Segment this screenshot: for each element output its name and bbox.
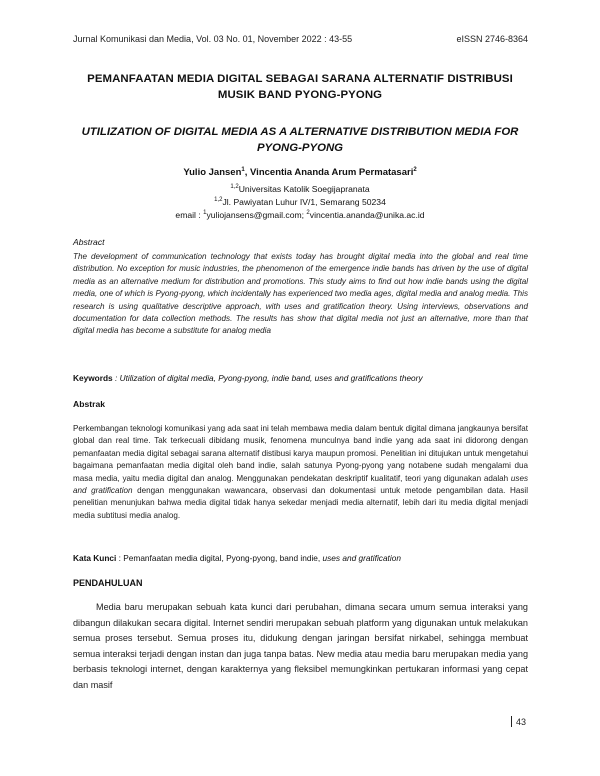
author-2: Vincentia Ananda Arum Permatasari <box>250 167 414 179</box>
abstrak-heading: Abstrak <box>73 399 105 409</box>
pendahuluan-body: Media baru merupakan sebuah kata kunci dari perubahan, dimana secara umum semua interaksi yang dibangun dilakukan secara digital. Internet sendiri merupakan sebuah platform yang digunakan untuk melakukan semua proses tersebut. Semua proses itu, didukung dengan jaringan bersifat nirkabel, sehingga membuat semua interaksi terjadi dengan instan dan juga tanpa batas. New media atau media baru merupakan media yang berbasis teknologi internet, dengan karakternya yang fleksibel memungkinkan pertukaran informasi yang cepat dan masif <box>73 602 528 690</box>
abstract-heading: Abstract <box>73 237 105 247</box>
abstrak-body-part1: Perkembangan teknologi komunikasi yang ada saat ini telah membawa media dalam bentuk digital dimana jangkaunya bersifat global dan real time. Tak terkecuali dibidang musik, fenomena munculnya band indie yang ada saat ini didorong dengan pemanfaatan media digital sebagai sarana alternatif distibusi karya maupun promosi. Penelitian ini ditujukan untuk mengetahui bagaimana pemanfaatan media digital oleh band indie, salah satunya Pyong-pyong yang notabene sudah mengalami dua masa media, yaitu media digital dan analog. Menggunakan pendekatan deskriptif kualitatif, teori yang digunakan adalah <box>73 424 528 483</box>
eissn-label: eISSN 2746-8364 <box>456 34 528 44</box>
title-indonesian-line1: PEMANFAATAN MEDIA DIGITAL SEBAGAI SARANA ALTERNATIF DISTRIBUSI <box>87 73 513 85</box>
affiliation-address-sup: 1,2 <box>214 197 223 203</box>
abstrak-body-italic: uses and gratification <box>73 473 528 496</box>
author-separator: , <box>244 167 251 179</box>
title-english-line2: PYONG-PYONG <box>256 142 344 154</box>
abstrak-body <box>73 423 528 522</box>
keywords-text: : Utilization of digital media, Pyong-pyong, indie band, uses and gratifications theory <box>112 373 423 383</box>
kata-kunci-text: : Pemanfaatan media digital, Pyong-pyong, band indie, <box>116 553 323 563</box>
affiliation-address-text: Jl. Pawiyatan Luhur IV/1, Semarang 50234 <box>222 196 386 207</box>
kata-kunci-line <box>73 553 528 563</box>
keywords-line <box>73 373 528 383</box>
running-header <box>73 34 528 44</box>
email-1: yuliojansens@gmail.com; <box>206 209 307 220</box>
keywords-label: Keywords <box>73 373 113 383</box>
abstrak-body-part2: dengan menggunakan wawancara, observasi dan dokumentasi untuk metode pengambilan data. Hasil penelitian menunjukan bahwa media digital tidak hanya sekedar menjadi media alternatif, lebih dari itu media digital menjadi media subtitusi media analog. <box>73 486 528 520</box>
title-indonesian-line2: MUSIK BAND PYONG-PYONG <box>217 89 383 101</box>
email-2: vincentia.ananda@unika.ac.id <box>309 209 425 220</box>
page-number-text: 43 <box>515 717 526 727</box>
title-english-line1: UTILIZATION OF DIGITAL MEDIA AS A ALTERNATIVE DISTRIBUTION MEDIA FOR <box>81 126 519 138</box>
title-indonesian <box>60 71 540 103</box>
footer-divider <box>511 716 512 727</box>
pendahuluan-heading: PENDAHULUAN <box>73 578 143 588</box>
author-1: Yulio Jansen <box>183 167 242 179</box>
abstract-body: The development of communication technology that exists today has brought digital media into the global and real time distribution. No exception for music industries, the phenomenon of the emergence indie bands has driven by the use of digital media as an alternative medium for distribution and promotions. This study aims to find out how indie bands using the digital media, one of which is Pyong-pyong, which incidentally has experienced two media ages, digital media and analog media. This research is using qualitative descriptive approach, with uses and gratification theory. Using interviews, observations and documentation for data collection methods. The results has show that digital media not just an alternative, more than that digital media has become a substitute for analog media <box>73 252 528 336</box>
author-emails <box>60 207 540 221</box>
email-1-sup: 1 <box>203 210 207 216</box>
affiliation-university <box>60 181 540 195</box>
email-2-sup: 2 <box>306 210 310 216</box>
kata-kunci-label: Kata Kunci <box>73 553 117 563</box>
journal-citation: Jurnal Komunikasi dan Media, Vol. 03 No. 01, November 2022 : 43-55 <box>73 34 353 44</box>
author-2-sup: 2 <box>413 167 417 173</box>
title-english <box>60 124 540 156</box>
affiliation-university-text: Universitas Katolik Soegijapranata <box>238 183 370 194</box>
author-list <box>60 167 540 178</box>
affiliation-university-sup: 1,2 <box>230 184 239 190</box>
author-1-sup: 1 <box>241 167 245 173</box>
page-number <box>511 716 526 727</box>
email-prefix: email : <box>175 209 204 220</box>
kata-kunci-italic: uses and gratification <box>322 553 401 563</box>
affiliation-address <box>60 194 540 208</box>
